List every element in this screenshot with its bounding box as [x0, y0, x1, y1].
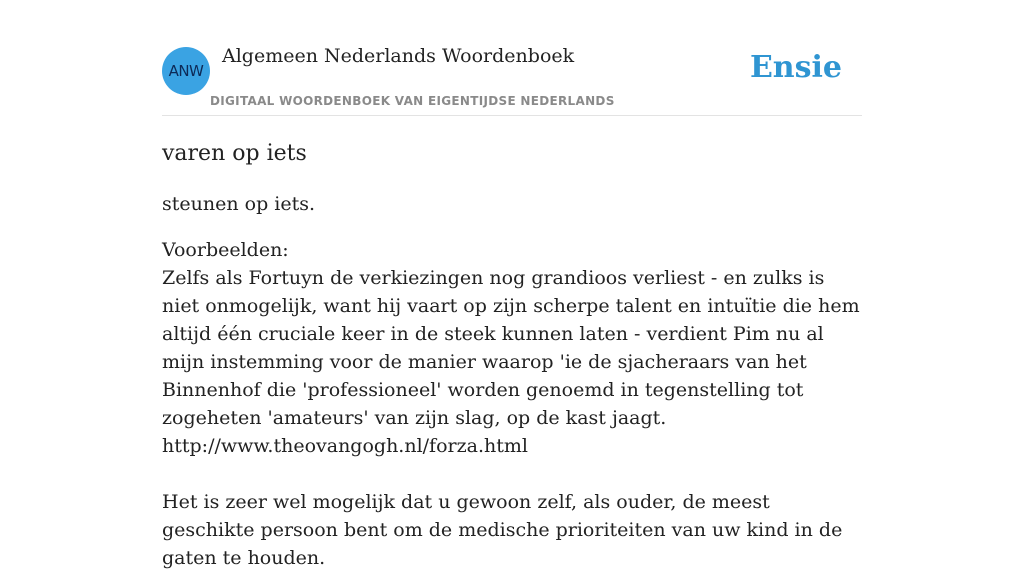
- example-spacer: [162, 460, 867, 488]
- example-source-link[interactable]: http://www.theovangogh.nl/forza.html: [162, 435, 528, 457]
- ensie-brand-link[interactable]: Ensie: [749, 50, 842, 85]
- example-text: Zelfs als Fortuyn de verkiezingen nog grandioos verliest - en zulks is niet onmogelijk, want hij vaart op zijn scherpe talent en intuïtie die hem altijd één cruciale keer in de steek kunnen laten - verdient Pim nu al mijn instemming voor de manier waarop 'ie de sjacheraars van het Binnenhof die 'professioneel' worden genoemd in tegenstelling tot zogeheten 'amateurs' van zijn slag, op de kast jaagt.: [162, 267, 860, 429]
- logo-text: ANW: [168, 62, 204, 80]
- entry-title: varen op iets: [162, 141, 307, 166]
- examples-label: Voorbeelden:: [162, 239, 289, 261]
- site-subtitle: DIGITAAL WOORDENBOEK VAN EIGENTIJDSE NEDERLANDS: [210, 94, 615, 108]
- example-text: Het is zeer wel mogelijk dat u gewoon zelf, als ouder, de meest geschikte persoon bent om de medische prioriteiten van uw kind in de gaten te houden.: [162, 491, 843, 569]
- entry-definition: steunen op iets.: [162, 193, 316, 215]
- entry-content: [162, 138, 867, 572]
- site-title[interactable]: Algemeen Nederlands Woordenboek: [222, 45, 575, 67]
- anw-logo[interactable]: [162, 47, 210, 95]
- site-header: [162, 0, 862, 116]
